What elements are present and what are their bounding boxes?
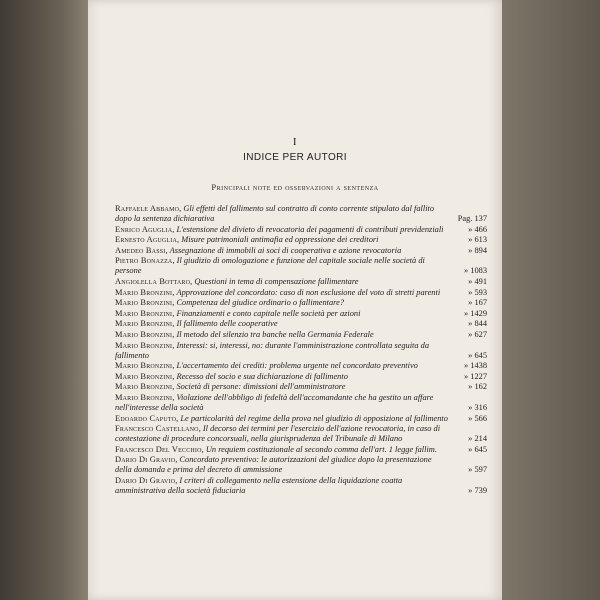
- entry-title: Violazione dell'obbligo di fedeltà dell'accomandante che ha gestito un affare nell'interesse della società: [115, 392, 434, 412]
- background-surface: [502, 0, 600, 600]
- index-entry: [115, 309, 487, 319]
- entry-title: Finanziamenti e conto capitale nelle società per azioni: [176, 308, 361, 318]
- index-entry: [115, 330, 487, 340]
- index-entry: [115, 476, 487, 496]
- entry-title: Gli effetti del fallimento sul contratto di conto corrente stipulato dal fallito dopo la sentenza dichiarativa: [115, 204, 435, 223]
- book-spine-shadow: [0, 0, 88, 600]
- index-entry-text: Francesco Del Vecchio, Un requiem costituzionale al secondo comma dell'art. 1 legge fallim.: [115, 444, 437, 454]
- entry-title: Le particolarità del regime della prova nel giudizio di opposizione al fallimento: [180, 413, 448, 423]
- section-number: I: [292, 136, 298, 148]
- entry-title: Recesso del socio e sua dichiarazione di fallimento: [176, 371, 348, 381]
- entry-author: Enrico Aguglia: [115, 224, 173, 234]
- index-entry-text: Dario Di Gravio, I criteri di collegamento nella estensione della liquidazione coatta amministrativa della società fiduciaria: [115, 475, 403, 495]
- entry-author: Francesco Castellano: [115, 424, 199, 434]
- entry-author: Edoardo Caputo: [115, 413, 177, 423]
- entry-author: Mario Bronzini: [115, 319, 173, 329]
- entry-title: Questioni in tema di compensazione fallimentare: [194, 276, 359, 286]
- entry-page-ref: » 844: [468, 319, 487, 329]
- index-entry: [115, 225, 487, 235]
- index-entry: [115, 298, 487, 308]
- entry-page-ref: » 645: [468, 350, 487, 360]
- entry-author: Mario Bronzini: [115, 329, 173, 339]
- index-entry: [115, 393, 487, 413]
- index-entry: [115, 277, 487, 287]
- entry-page-ref: » 162: [468, 382, 487, 392]
- entry-page-ref: » 566: [468, 413, 487, 423]
- entry-author: Francesco Del Vecchio: [115, 444, 202, 454]
- entry-author: Mario Bronzini: [115, 382, 173, 392]
- entry-page-ref: » 597: [468, 465, 487, 475]
- section-title: INDICE PER AUTORI: [243, 152, 347, 163]
- entry-title: Assegnazione di immobili ai soci di cooperativa e azione revocatoria: [169, 245, 402, 255]
- entry-author: Mario Bronzini: [115, 298, 173, 308]
- index-entry-text: Mario Bronzini, Società di persone: dimissioni dell'amministratore: [115, 382, 346, 392]
- index-entry-text: Mario Bronzini, Recesso del socio e sua dichiarazione di fallimento: [115, 371, 348, 381]
- entry-author: Dario Di Gravio: [115, 455, 176, 465]
- entry-title: Il metodo del silenzio tra banche nella Germania Federale: [176, 329, 374, 339]
- index-entry-text: Mario Bronzini, Il fallimento delle cooperative: [115, 319, 278, 329]
- entry-page-ref: Pag. 137: [457, 214, 487, 223]
- entry-title: Approvazione del concordato: caso di non esclusione del voto di stretti parenti: [176, 287, 441, 297]
- entry-title: Il giudizio di omologazione e funzione del capitale sociale nelle società di persone: [115, 256, 425, 276]
- entry-title: Il fallimento delle cooperative: [176, 319, 278, 329]
- entry-author: Mario Bronzini: [115, 371, 173, 381]
- entry-author: Mario Bronzini: [115, 340, 173, 350]
- index-entry-text: Mario Bronzini, Competenza del giudice ordinario o fallimentare?: [115, 298, 345, 308]
- section-subtitle: Principali note ed osservazioni a sentenza: [211, 182, 379, 192]
- entry-title: Misure patrimoniali antimafia ed oppressione dei creditori: [181, 235, 379, 245]
- entry-author: Mario Bronzini: [115, 308, 173, 318]
- index-entry-text: Mario Bronzini, Interessi: si, interessi, no: durante l'amministrazione controllata seguita da fallimento: [115, 340, 430, 360]
- index-entry-text: Pietro Bonazza, Il giudizio di omologazione e funzione del capitale sociale nelle società di persone: [115, 256, 425, 276]
- index-entry: [115, 414, 487, 424]
- index-entry-text: Raffaele Abbamo, Gli effetti del fallimento sul contratto di conto corrente stipulato dal fallito dopo la sentenza dichiarativa: [115, 204, 435, 223]
- index-entry: [115, 256, 487, 276]
- entry-page-ref: » 593: [468, 287, 487, 297]
- entry-page-ref: » 1083: [463, 266, 487, 276]
- entry-page-ref: » 214: [468, 434, 487, 444]
- index-entry-text: Mario Bronzini, L'accertamento dei crediti: problema urgente nel concordato preventivo: [115, 361, 418, 371]
- entry-author: Mario Bronzini: [115, 392, 173, 402]
- entry-page-ref: » 894: [468, 245, 487, 255]
- index-entry-text: Enrico Aguglia, L'estensione del divieto di revocatoria dei pagamenti di contributi previdenziali: [115, 224, 444, 234]
- index-entry-text: Francesco Castellano, Il decorso dei termini per l'esercizio dell'azione revocatoria, in caso di contestazione di procedure concorsuali, nella giurisprudenza del Tribunale di Milano: [115, 424, 441, 444]
- entry-page-ref: » 1227: [463, 371, 487, 381]
- index-entry: [115, 455, 487, 475]
- entry-title: Il decorso dei termini per l'esercizio dell'azione revocatoria, in caso di contestazione di procedure concorsuali, nella giurisprudenza del Tribunale di Milano: [115, 424, 441, 444]
- index-entry-text: Mario Bronzini, Violazione dell'obbligo di fedeltà dell'accomandante che ha gestito un affare nell'interesse della società: [115, 392, 434, 412]
- entry-page-ref: » 645: [468, 444, 487, 454]
- index-entry: [115, 341, 487, 361]
- entry-title: L'estensione del divieto di revocatoria dei pagamenti di contributi previdenziali: [176, 224, 444, 234]
- index-entry: [115, 424, 487, 444]
- entry-title: Interessi: si, interessi, no: durante l'amministrazione controllata seguita da fallimento: [115, 340, 430, 360]
- index-entry-text: Mario Bronzini, Finanziamenti e conto capitale nelle società per azioni: [115, 308, 361, 318]
- index-entry: [115, 246, 487, 256]
- entry-page-ref: » 613: [468, 235, 487, 245]
- entry-author: Ernesto Aguglia: [115, 235, 178, 245]
- index-entry-text: Ernesto Aguglia, Misure patrimoniali antimafia ed oppressione dei creditori: [115, 235, 379, 245]
- entry-author: Raffaele Abbamo: [115, 204, 180, 213]
- index-entry: [115, 445, 487, 455]
- entry-title: Concordato preventivo: le autorizzazioni del giudice dopo la presentazione della domanda e prima del decreto di ammissione: [115, 455, 432, 475]
- entry-page-ref: » 739: [468, 485, 487, 495]
- index-entry: [115, 235, 487, 245]
- entry-author: Mario Bronzini: [115, 287, 173, 297]
- entry-page-ref: » 491: [468, 276, 487, 286]
- author-index-list: [115, 204, 487, 496]
- index-entry-text: Mario Bronzini, Approvazione del concordato: caso di non esclusione del voto di stretti parenti: [115, 287, 441, 297]
- entry-page-ref: » 466: [468, 224, 487, 234]
- entry-author: Mario Bronzini: [115, 361, 173, 371]
- entry-title: Un requiem costituzionale al secondo comma dell'art. 1 legge fallim.: [205, 444, 437, 454]
- entry-page-ref: » 1438: [463, 361, 487, 371]
- entry-author: Amedeo Bassi: [115, 245, 166, 255]
- index-entry-text: Angiolella Bottaro, Questioni in tema di compensazione fallimentare: [115, 276, 359, 286]
- entry-title: Società di persone: dimissioni dell'amministratore: [176, 382, 346, 392]
- entry-title: I criteri di collegamento nella estensione della liquidazione coatta amministrativa della società fiduciaria: [115, 475, 403, 495]
- index-entry: [115, 372, 487, 382]
- entry-page-ref: » 627: [468, 329, 487, 339]
- index-entry: [115, 204, 487, 224]
- entry-author: Pietro Bonazza: [115, 256, 173, 266]
- entry-page-ref: » 316: [468, 402, 487, 412]
- index-entry: [115, 361, 487, 371]
- index-entry: [115, 382, 487, 392]
- entry-page-ref: » 167: [468, 298, 487, 308]
- entry-title: L'accertamento dei crediti: problema urgente nel concordato preventivo: [176, 361, 418, 371]
- index-entry-text: Dario Di Gravio, Concordato preventivo: le autorizzazioni del giudice dopo la presentazione della domanda e prima del decreto di ammissione: [115, 455, 432, 475]
- entry-title: Competenza del giudice ordinario o fallimentare?: [176, 298, 345, 308]
- index-entry: [115, 319, 487, 329]
- entry-page-ref: » 1429: [463, 308, 487, 318]
- index-entry-text: Mario Bronzini, Il metodo del silenzio tra banche nella Germania Federale: [115, 329, 374, 339]
- entry-author: Angiolella Bottaro: [115, 276, 191, 286]
- entry-author: Dario Di Gravio: [115, 475, 176, 485]
- index-entry-text: Edoardo Caputo, Le particolarità del regime della prova nel giudizio di opposizione al fallimento: [115, 413, 448, 423]
- document-page: [88, 0, 502, 600]
- index-entry: [115, 288, 487, 298]
- index-entry-text: Amedeo Bassi, Assegnazione di immobili ai soci di cooperativa e azione revocatoria: [115, 245, 402, 255]
